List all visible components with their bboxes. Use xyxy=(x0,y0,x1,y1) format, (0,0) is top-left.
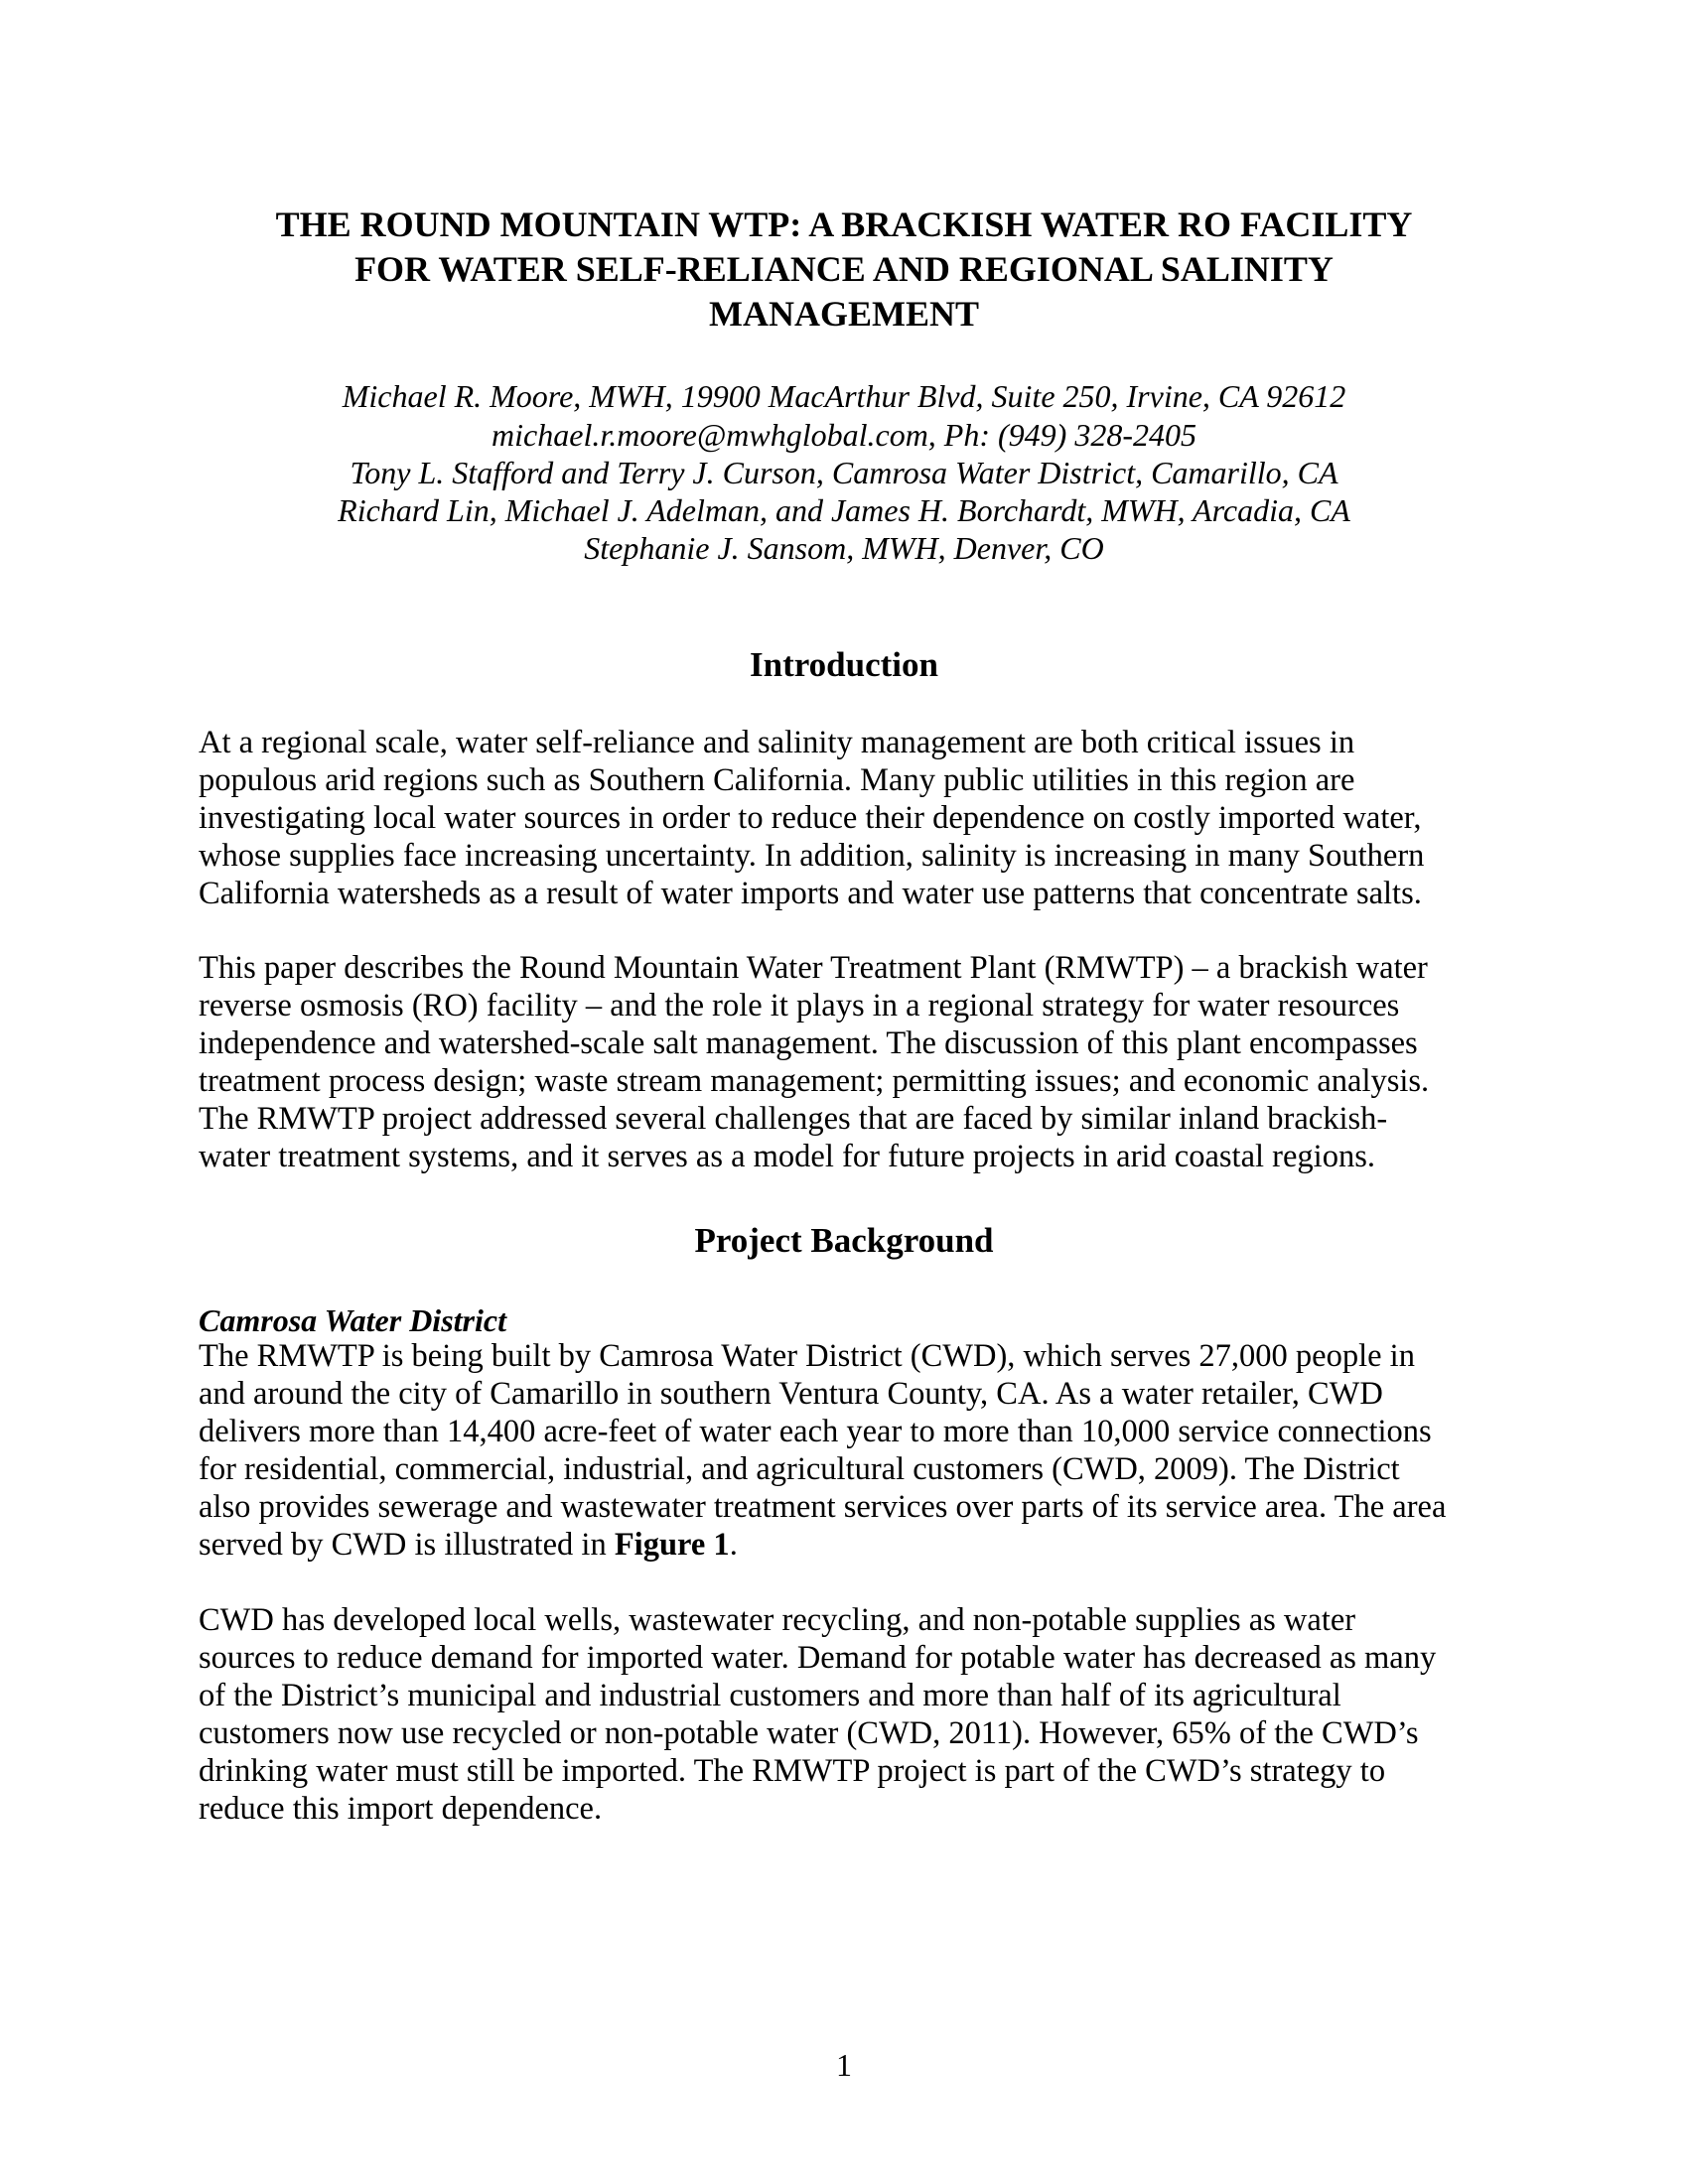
paragraph-line-text: served by CWD is illustrated in xyxy=(199,1527,615,1563)
title-line-2: FOR WATER SELF-RELIANCE AND REGIONAL SALINITY xyxy=(354,249,1334,289)
paragraph-line: whose supplies face increasing uncertainty. In addition, salinity is increasing in many Southern xyxy=(199,838,1425,874)
subheading-camrosa-water-district: Camrosa Water District xyxy=(199,1302,506,1338)
section-heading-project-background: Project Background xyxy=(694,1221,994,1260)
punctuation: . xyxy=(729,1527,738,1563)
page-number: 1 xyxy=(836,2047,852,2083)
paragraph-line: also provides sewerage and wastewater treatment services over parts of its service area. The area xyxy=(199,1489,1447,1525)
paragraph-line xyxy=(199,1529,738,1562)
paragraph-line: reverse osmosis (RO) facility – and the role it plays in a regional strategy for water resources xyxy=(199,988,1400,1024)
paragraph-line: treatment process design; waste stream management; permitting issues; and economic analysis. xyxy=(199,1063,1430,1099)
paragraph-line: populous arid regions such as Southern California. Many public utilities in this region are xyxy=(199,762,1355,798)
paragraph-line: The RMWTP project addressed several challenges that are faced by similar inland brackish- xyxy=(199,1101,1388,1137)
paragraph-line: customers now use recycled or non-potable water (CWD, 2011). However, 65% of the CWD’s xyxy=(199,1715,1419,1751)
author-line-1: Michael R. Moore, MWH, 19900 MacArthur Blvd, Suite 250, Irvine, CA 92612 xyxy=(342,378,1346,414)
paragraph-line: The RMWTP is being built by Camrosa Water District (CWD), which serves 27,000 people in xyxy=(199,1338,1415,1374)
author-line-4: Richard Lin, Michael J. Adelman, and James H. Borchardt, MWH, Arcadia, CA xyxy=(338,492,1350,528)
paragraph-line: for residential, commercial, industrial, and agricultural customers (CWD, 2009). The District xyxy=(199,1451,1400,1487)
paragraph-line: At a regional scale, water self-reliance and salinity management are both critical issues in xyxy=(199,725,1355,760)
paragraph-line: independence and watershed-scale salt management. The discussion of this plant encompasses xyxy=(199,1025,1418,1061)
paragraph-line: drinking water must still be imported. The RMWTP project is part of the CWD’s strategy to xyxy=(199,1753,1386,1789)
author-line-3: Tony L. Stafford and Terry J. Curson, Camrosa Water District, Camarillo, CA xyxy=(350,455,1338,490)
paragraph-line: investigating local water sources in order to reduce their dependence on costly imported water, xyxy=(199,800,1422,836)
paragraph-line: water treatment systems, and it serves as a model for future projects in arid coastal regions. xyxy=(199,1139,1375,1174)
paragraph-line: sources to reduce demand for imported water. Demand for potable water has decreased as many xyxy=(199,1640,1437,1676)
paragraph-line: California watersheds as a result of water imports and water use patterns that concentrate salts. xyxy=(199,876,1422,911)
author-email-line: michael.r.moore@mwhglobal.com, Ph: (949) 328-2405 xyxy=(492,417,1196,453)
paragraph-line: delivers more than 14,400 acre-feet of water each year to more than 10,000 service connections xyxy=(199,1414,1432,1449)
paragraph-line: reduce this import dependence. xyxy=(199,1791,603,1827)
figure-1-reference[interactable]: Figure 1 xyxy=(614,1527,730,1563)
title-line-3: MANAGEMENT xyxy=(709,294,979,334)
paragraph-line: and around the city of Camarillo in southern Ventura County, CA. As a water retailer, CWD xyxy=(199,1376,1383,1412)
paragraph-line: CWD has developed local wells, wastewater recycling, and non-potable supplies as water xyxy=(199,1602,1356,1638)
title-line-1: THE ROUND MOUNTAIN WTP: A BRACKISH WATER RO FACILITY xyxy=(275,205,1413,244)
author-line-5: Stephanie J. Sansom, MWH, Denver, CO xyxy=(584,530,1104,566)
paragraph-line: This paper describes the Round Mountain Water Treatment Plant (RMWTP) – a brackish water xyxy=(199,950,1428,986)
section-heading-introduction: Introduction xyxy=(750,645,938,684)
paragraph-line: of the District’s municipal and industrial customers and more than half of its agricultural xyxy=(199,1678,1341,1713)
